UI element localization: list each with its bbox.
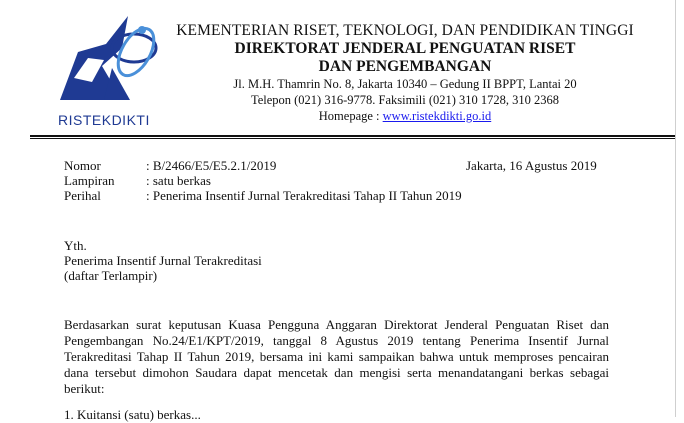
header-rule-thick — [30, 135, 676, 137]
perihal-label: Perihal — [64, 188, 101, 203]
recipient-note: (daftar Terlampir) — [64, 268, 158, 283]
list-item-cut: 1. Kuitansi (satu) berkas... — [64, 407, 201, 422]
letter-meta — [64, 158, 462, 203]
perihal-value: : Penerima Insentif Jurnal Terakreditasi Tahap II Tahun 2019 — [146, 188, 462, 203]
page-edge — [675, 0, 684, 417]
lampiran-label: Lampiran — [64, 173, 115, 188]
nomor-row — [64, 158, 462, 173]
address: Jl. M.H. Thamrin No. 8, Jakarta 10340 – Gedung II BPPT, Lantai 20 — [233, 77, 577, 91]
letter-date: Jakarta, 16 Agustus 2019 — [466, 158, 597, 173]
perihal-row — [64, 188, 462, 203]
recipient-name: Penerima Insentif Jurnal Terakreditasi — [64, 253, 262, 268]
lampiran-row — [64, 173, 462, 188]
homepage-link[interactable]: www.ristekdikti.go.id — [382, 109, 492, 123]
recipient-salutation: Yth. — [64, 238, 87, 253]
ristekdikti-logo — [52, 8, 162, 128]
homepage — [165, 108, 645, 124]
nomor-value: : B/2466/E5/E5.2.1/2019 — [146, 158, 277, 173]
ministry-name: KEMENTERIAN RISET, TEKNOLOGI, DAN PENDIDIKAN TINGGI — [176, 22, 634, 39]
logo-wordmark: RISTEKDIKTI — [58, 112, 150, 128]
recipient-block — [64, 238, 262, 283]
lampiran-value: : satu berkas — [146, 173, 211, 188]
letterhead — [165, 22, 645, 124]
directorate-name-line2: DAN PENGEMBANGAN — [318, 58, 492, 75]
phone-fax: Telepon (021) 316-9778. Faksimili (021) 310 1728, 310 2368 — [250, 93, 560, 107]
body-paragraph: Berdasarkan surat keputusan Kuasa Pengguna Anggaran Direktorat Jenderal Penguatan Riset dan Pengembangan No.24/E1/KPT/2019, tanggal 8 Agustus 2019 tentang Penerima Insentif Jurnal Terakreditasi Tahap II Tahun 2019, bersama ini kami sampaikan bahwa untuk memproses pencairan dana tersebut dimohon Saudara dapat mencetak dan mengisi serta menandatangani berkas sebagai berikut: — [64, 317, 609, 396]
directorate-name-line1: DIREKTORAT JENDERAL PENGUATAN RISET — [234, 40, 576, 57]
header-rule-thin — [30, 138, 676, 139]
homepage-label: Homepage : — [318, 109, 383, 123]
nomor-label: Nomor — [64, 158, 101, 173]
body-text — [64, 317, 609, 397]
